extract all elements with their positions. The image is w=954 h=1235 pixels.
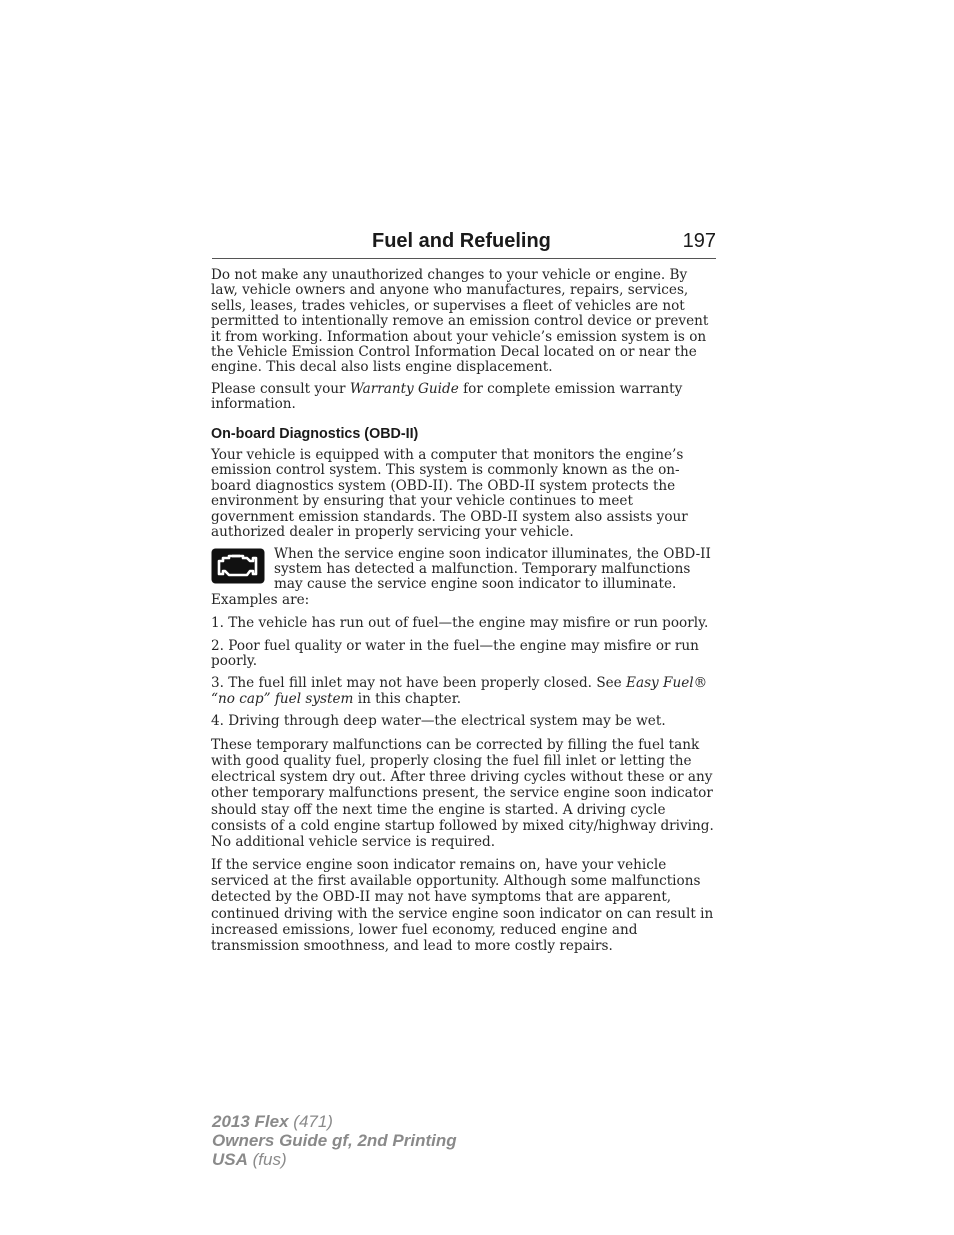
footer-model: 2013 Flex — [212, 1112, 289, 1131]
consult-prefix: Please consult your — [211, 380, 350, 397]
section-heading: On-board Diagnostics (OBD-II) — [211, 425, 419, 442]
example-item-4: 4. Driving through deep water—the electrical system may be wet. — [211, 713, 666, 730]
footer-guide: Owners Guide gf, 2nd Printing — [212, 1131, 457, 1150]
footer-line-3 — [212, 1150, 457, 1169]
footer-line-1 — [212, 1112, 457, 1131]
footer-market-code: (fus) — [247, 1150, 287, 1169]
warranty-guide-ref: Warranty Guide — [349, 380, 459, 397]
page-footer — [212, 1112, 457, 1169]
indicator-remains-paragraph: If the service engine soon indicator remains on, have your vehicle serviced at the first available opportunity. Although some malfunctions detected by the OBD-II may not have symptoms that are apparent, continued driving with the service engine soon indicator on can result in increased emissions, lower fuel economy, reduced engine and transmission smoothness, and lead to more costly repairs. — [211, 856, 714, 955]
footer-line-2 — [212, 1131, 457, 1150]
footer-market: USA — [212, 1150, 248, 1169]
chapter-title: Fuel and Refueling — [372, 230, 551, 252]
intro-paragraph: Do not make any unauthorized changes to your vehicle or engine. By law, vehicle owners and anyone who manufactures, repairs, services, sells, leases, trades vehicles, or supervises a fleet of vehicles are not permitted to intentionally remove an emission control device or prevent it from working. Information about your vehicle’s emission system is on the Vehicle Emission Control Information Decal located on or near the engine. This decal also lists engine displacement. — [211, 267, 709, 376]
page-content — [211, 268, 716, 960]
example-3-prefix: 3. The fuel fill inlet may not have been properly closed. See — [211, 675, 627, 692]
page-number: 197 — [682, 230, 716, 252]
check-engine-icon — [211, 548, 265, 584]
page-header — [212, 228, 716, 259]
footer-model-code: (471) — [288, 1112, 333, 1131]
example-item-1: 1. The vehicle has run out of fuel—the engine may misfire or run poorly. — [211, 615, 709, 632]
indicator-note — [211, 547, 716, 593]
temporary-malfunctions-paragraph: These temporary malfunctions can be corrected by filling the fuel tank with good quality fuel, properly closing the fuel fill inlet or letting the electrical system dry out. After three driving cycles without these or any other temporary malfunctions present, the service engine soon indicator should stay off the next time the engine is started. A driving cycle consists of a cold engine startup followed by mixed city/highway driving. No additional vehicle service is required. — [211, 736, 714, 851]
examples-label: Examples are: — [211, 591, 310, 608]
easy-fuel-ref: Easy Fuel® “no cap” fuel system — [211, 675, 708, 707]
consult-paragraph — [211, 382, 716, 413]
indicator-paragraph: When the service engine soon indicator illuminates, the OBD-II system has detected a malfunction. Temporary malfunctions may cause the service engine soon indicator to illuminate. — [274, 546, 711, 593]
obd-paragraph: Your vehicle is equipped with a computer that monitors the engine’s emission control system. This system is commonly known as the on-board diagnostics system (OBD-II). The OBD-II system protects the environment by ensuring that your vehicle continues to meet government emission standards. The OBD-II system also assists your authorized dealer in properly servicing your vehicle. — [211, 447, 688, 541]
example-3-suffix: in this chapter. — [353, 690, 462, 707]
example-item-2: 2. Poor fuel quality or water in the fuel—the engine may misfire or run poorly. — [211, 637, 699, 669]
example-item-3 — [211, 676, 716, 707]
consult-suffix: for complete emission warranty information. — [211, 380, 683, 413]
